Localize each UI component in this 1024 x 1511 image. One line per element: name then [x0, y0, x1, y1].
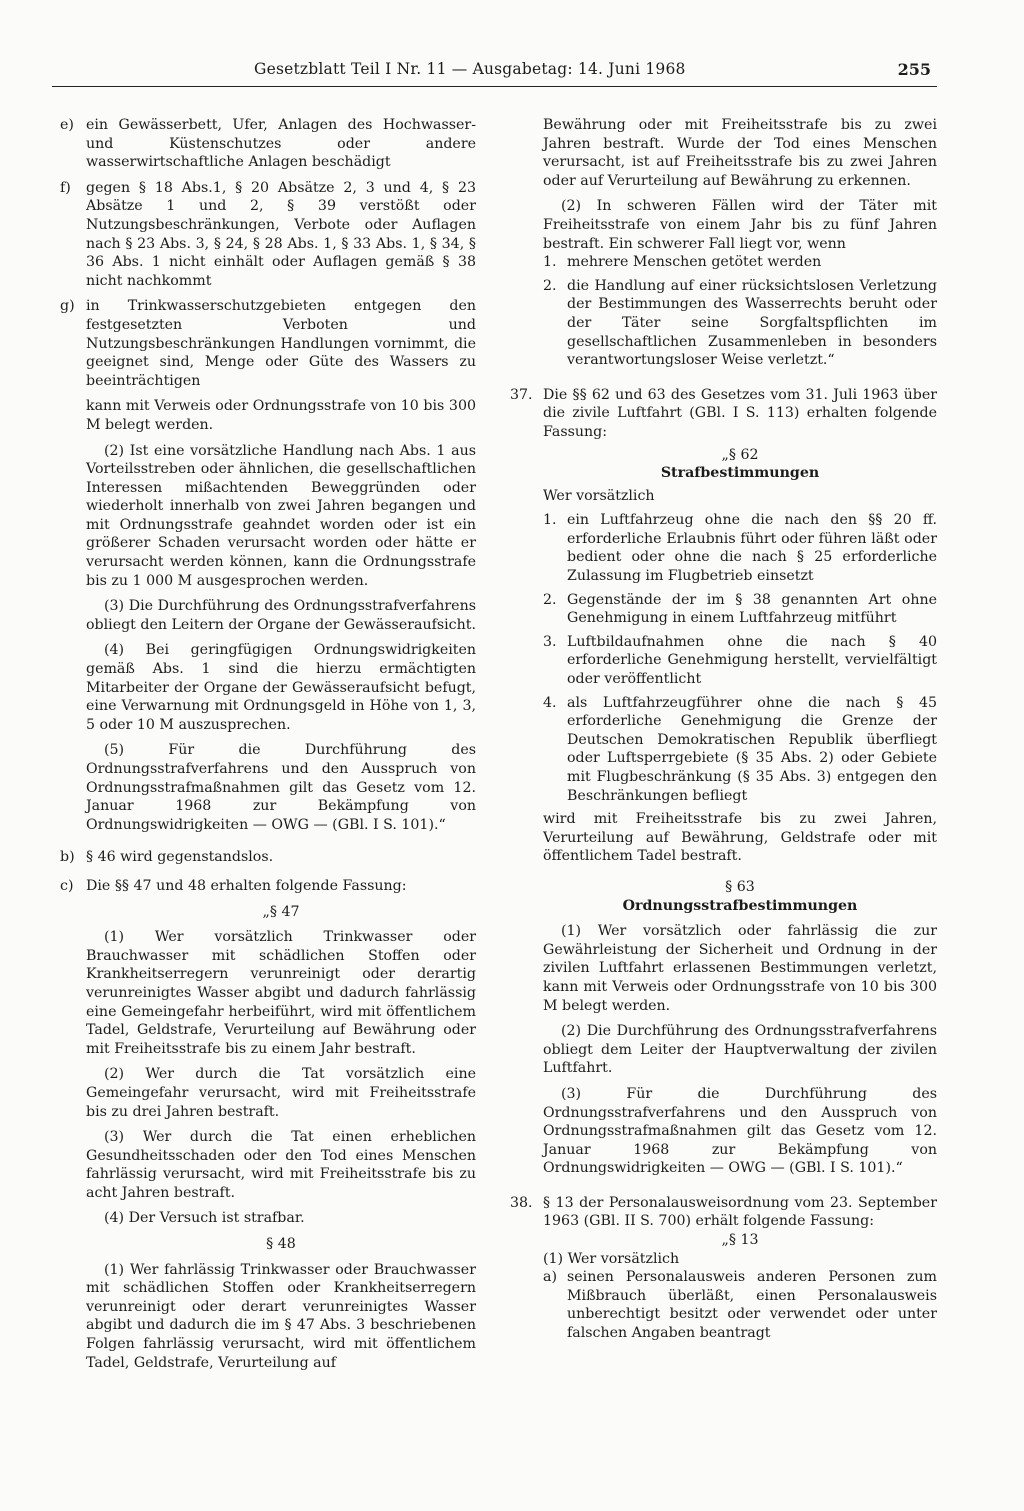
item-text: mehrere Menschen getötet werden — [567, 254, 822, 271]
item-text: ein Luftfahrzeug ohne die nach den §§ 20 ff. erforderliche Erlaubnis führt oder führen läßt oder bedient oder ohne die nach § 25 erforderliche Zulassung im Flugbetrieb einsetzt — [567, 512, 937, 585]
list-item-e — [60, 116, 476, 172]
item-label: 37. — [510, 386, 533, 403]
item-text: ein Gewässerbett, Ufer, Anlagen des Hochwasser- und Küstenschutzes oder andere wasserwirtschaftliche Anlagen beschädigt — [86, 117, 476, 171]
item-label: b) — [60, 849, 75, 866]
item-label: 38. — [510, 1194, 533, 1211]
s47-paragraph-1: (1) Wer vorsätzlich Trinkwasser oder Brauchwasser mit schädlichen Stoffen oder Krankheitserregern verunreinigt oder derartig verunreinigtes Wasser abgibt und dadurch fahrlässig eine Gemeingefahr herbeiführt, wird mit öffentlichem Tadel, Geldstrafe, Verurteilung auf Bewährung oder mit Freiheitsstrafe bis zu einem Jahr bestraft. — [86, 929, 476, 1057]
item-label: a) — [543, 1269, 557, 1286]
list-item — [543, 591, 937, 628]
item-text: seinen Personalausweis anderen Personen zum Mißbrauch überläßt, einen Personalausweis unberechtigt besitzt oder verwendet oder unter falschen Angaben beantragt — [567, 1269, 937, 1342]
right-column — [510, 116, 937, 1348]
item-label: 2. — [543, 277, 557, 294]
s62-intro: Wer vorsätzlich — [543, 487, 655, 504]
paragraph-3: (3) Die Durchführung des Ordnungsstrafverfahrens obliegt den Leitern der Organe der Gewässeraufsicht. — [86, 598, 476, 633]
header-title: Gesetzblatt Teil I Nr. 11 — Ausgabetag: 14. Juni 1968 — [254, 60, 686, 78]
item-text: Gegenstände der im § 38 genannten Art ohne Genehmigung in einem Luftfahrzeug mitführt — [567, 591, 937, 627]
paragraph-5: (5) Für die Durchführung des Ordnungsstrafverfahrens und den Ausspruch von Ordnungsstrafmaßnahmen gilt das Gesetz vom 12. Januar 1968 zur Bekämpfung von Ordnungswidrigkeiten — OWG — (GBl. I S. 101).“ — [86, 742, 476, 833]
item-label: f) — [60, 179, 71, 196]
paragraph-kann: kann mit Verweis oder Ordnungsstrafe von 10 bis 300 M belegt werden. — [86, 398, 476, 433]
s47-paragraph-3: (3) Wer durch die Tat einen erheblichen Gesundheitsschaden oder den Tod eines Menschen fahrlässig verursacht, wird mit Freiheitsstrafe bis zu acht Jahren bestraft. — [86, 1129, 476, 1201]
s47-paragraph-4: (4) Der Versuch ist strafbar. — [104, 1210, 305, 1227]
item-label: 2. — [543, 591, 557, 608]
s63-paragraph-1: (1) Wer vorsätzlich oder fahrlässig die zur Gewährleistung der Sicherheit und Ordnung in der zivilen Luftfahrt erlassenen Bestimmungen verletzt, kann mit Verweis oder Ordnungsstrafe von 10 bis 300 M belegt werden. — [543, 923, 937, 1014]
item-label: g) — [60, 298, 75, 315]
section-48-heading: § 48 — [266, 1236, 296, 1253]
list-item — [543, 1268, 937, 1342]
list-item-c — [60, 877, 476, 896]
item-label: 1. — [543, 254, 557, 271]
s47-paragraph-2: (2) Wer durch die Tat vorsätzlich eine Gemeingefahr verursacht, wird mit Freiheitsstrafe bis zu drei Jahren bestraft. — [86, 1066, 476, 1120]
section-62-title: Strafbestimmungen — [660, 465, 820, 482]
item-text: die Handlung auf einer rücksichtslosen Verletzung der Bestimmungen des Wasserrechts beruht oder der Täter seine Sorgfaltspflichten im gesellschaftlichen Zusammenleben in besonders verantwortungsloser Weise verletzt.“ — [567, 277, 937, 369]
s48-paragraph-2: (2) In schweren Fällen wird der Täter mit Freiheitsstrafe von einem Jahr bis zu fünf Jahren bestraft. Ein schwerer Fall liegt vor, wenn — [543, 198, 937, 252]
s48-list — [510, 253, 937, 370]
item-label: e) — [60, 117, 74, 133]
page-number: 255 — [897, 60, 931, 79]
s13-paragraph-1: (1) Wer vorsätzlich — [543, 1250, 680, 1267]
list-item — [543, 633, 937, 689]
s63-paragraph-2: (2) Die Durchführung des Ordnungsstrafverfahrens obliegt dem Leiter der Hauptverwaltung der zivilen Luftfahrt. — [543, 1023, 937, 1077]
section-63-heading: § 63 — [725, 878, 755, 895]
list-item — [543, 511, 937, 585]
section-62-heading: „§ 62 — [721, 446, 759, 463]
s13-list — [510, 1268, 937, 1342]
item-text: Luftbildaufnahmen ohne die nach § 40 erforderliche Genehmigung herstellt, vervielfältigt oder veröffentlicht — [567, 633, 937, 688]
item-text: Die §§ 62 und 63 des Gesetzes vom 31. Juli 1963 über die zivile Luftfahrt (GBl. I S. 113) erhalten folgende Fassung: — [543, 386, 937, 440]
item-text: § 46 wird gegenstandslos. — [86, 849, 274, 866]
paragraph-2: (2) Ist eine vorsätzliche Handlung nach Abs. 1 aus Vorteilsstreben oder ähnlichen, die gesellschaftlichen Interessen mißachtenden Beweggründen oder wiederholt innerhalb von zwei Jahren begangen und mit Ordnungsstrafe geahndet worden oder ist ein größerer Schaden verursacht worden oder hätte er verursacht werden können, kann die Ordnungsstrafe bis zu 1 000 M ausgesprochen werden. — [86, 442, 476, 589]
s62-closing: wird mit Freiheitsstrafe bis zu zwei Jahren, Verurteilung auf Bewährung, Geldstrafe oder mit öffentlichem Tadel bestraft. — [543, 811, 937, 865]
paragraph-4: (4) Bei geringfügigen Ordnungswidrigkeiten gemäß Abs. 1 sind die hierzu ermächtigten Mitarbeiter der Organe der Gewässeraufsicht befugt, eine Verwarnung mit Ordnungsgeld in Höhe von 1, 3, 5 oder 10 M auszusprechen. — [86, 642, 476, 733]
section-13-heading: „§ 13 — [721, 1232, 759, 1249]
item-label: 1. — [543, 512, 557, 529]
section-47-heading: „§ 47 — [262, 903, 300, 920]
item-text: als Luftfahrzeugführer ohne die nach § 45 erforderliche Genehmigung die Grenze der Deutschen Demokratischen Republik überfliegt oder Luftsperrgebiete (§ 35 Abs. 2) oder Gebiete mit Flugbeschränkung (§ 35 Abs. 3) entgegen den Beschränkungen befliegt — [567, 694, 937, 804]
item-label: c) — [60, 877, 74, 894]
list-item-37 — [510, 386, 937, 442]
section-63-title: Ordnungsstrafbestimmungen — [622, 897, 858, 914]
s48-paragraph-1: (1) Wer fahrlässig Trinkwasser oder Brauchwasser mit schädlichen Stoffen oder Krankheitserregern verunreinigt oder derart verunreinigtes Wasser abgibt und dadurch die im § 47 Abs. 3 beschriebenen Folgen fahrlässig verursacht, wird mit öffentlichem Tadel, Geldstrafe, Verurteilung auf — [86, 1261, 476, 1371]
item-text: Die §§ 47 und 48 erhalten folgende Fassung: — [86, 877, 407, 894]
list-item-f — [60, 179, 476, 291]
item-text: in Trinkwasserschutzgebieten entgegen den festgesetzten Verboten und Nutzungsbeschränkungen Handlungen vornimmt, die geeignet sind, Menge oder Güte des Wassers zu beeinträchtigen — [86, 298, 476, 389]
list-item — [543, 277, 937, 370]
s48-continuation: Bewährung oder mit Freiheitsstrafe bis zu zwei Jahren bestraft. Wurde der Tod eines Menschen verursacht, ist auf Freiheitsstrafe bis zu zwei Jahren oder auf Verurteilung auf Bewährung zu erkennen. — [543, 117, 937, 189]
s63-paragraph-3: (3) Für die Durchführung des Ordnungsstrafverfahrens und den Ausspruch von Ordnungsstrafmaßnahmen gilt das Gesetz vom 12. Januar 1968 zur Bekämpfung von Ordnungswidrigkeiten — OWG — (GBl. I S. 101).“ — [543, 1085, 937, 1177]
item-text: gegen § 18 Abs.1, § 20 Absätze 2, 3 und 4, § 23 Absätze 1 und 2, § 39 verstößt oder Nutzungsbeschränkungen, Verbote oder Auflagen nach § 23 Abs. 3, § 24, § 28 Abs. 1, § 33 Abs. 1, § 34, § 36 Abs. 1 nicht einhält oder Auflagen gemäß § 38 nicht nachkommt — [86, 179, 476, 289]
item-label: 3. — [543, 633, 557, 650]
s62-list — [510, 511, 937, 805]
list-item-b — [60, 848, 476, 867]
list-item-38 — [510, 1194, 937, 1231]
item-text: § 13 der Personalausweisordnung vom 23. September 1963 (GBl. II S. 700) erhält folgende Fassung: — [543, 1194, 937, 1230]
page-header — [52, 62, 937, 87]
list-item-g — [60, 297, 476, 390]
item-label: 4. — [543, 694, 557, 711]
list-item — [543, 694, 937, 806]
left-column — [60, 116, 476, 1372]
list-item — [543, 253, 937, 272]
